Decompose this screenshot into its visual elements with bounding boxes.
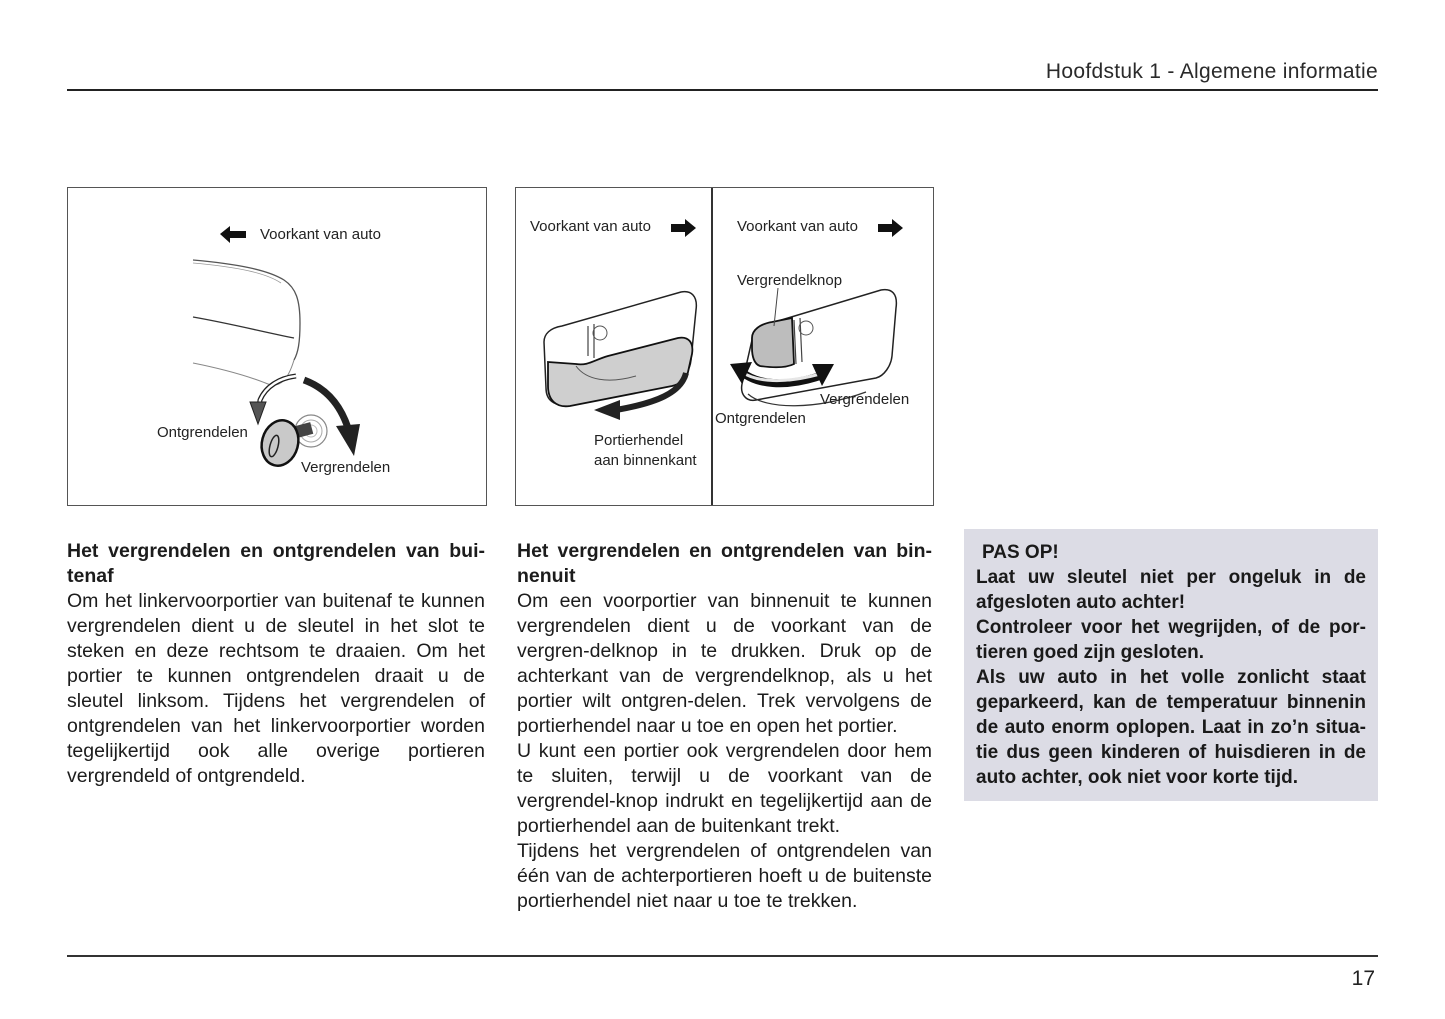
front-of-car-label-left: Voorkant van auto [530,218,651,235]
unlock-label: Ontgrendelen [715,410,806,427]
figure-outside-lock [67,187,487,506]
paragraph: Om het linkervoorportier van buitenaf te kunnen vergrendelen dient u de sleutel in het slot te steken en deze rechtsom te draaien. Om het portier te kunnen ontgrendelen draait u de sleutel linksom. Tijdens het vergrendelen of ontgrendelen van het linkervoorportier worden tegelijkertijd ook alle overige portieren vergrendeld of ontgrendeld. [67,590,485,787]
arrow-right-icon [878,219,903,237]
inner-handle-label-line2: aan binnenkant [594,452,697,469]
lock-label: Vergrendelen [820,391,910,408]
arrow-left-icon [220,226,246,243]
section-inside-locking [517,539,932,914]
figure-inside-lock [515,187,934,506]
lock-label: Vergrendelen [301,459,391,476]
page-number: 17 [1351,967,1375,990]
paragraph: U kunt een portier ook vergrendelen door hem te sluiten, terwijl u de voorkant van de vergrendel-knop indrukt en tegelijkertijd aan de portierhendel aan de buitenkant trekt. [517,740,932,837]
unlock-label: Ontgrendelen [157,424,248,441]
warning-paragraph: Controleer voor het wegrijden, of de por-tieren goed zijn gesloten. [976,617,1366,663]
section-heading: Het vergrendelen en ontgrendelen van bui-tenaf [67,540,485,587]
warning-paragraph: Als uw auto in het volle zonlicht staat geparkeerd, kan de temperatuur binnenin de auto enorm oplopen. Laat in zo’n situa-tie dus geen kinderen of huisdieren in de auto achter, ook niet voor korte tijd. [976,667,1366,788]
paragraph: Om een voorportier van binnenuit te kunnen vergrendelen dient u de voorkant van de vergren-delknop in te drukken. Druk op de achterkant van de vergrendelknop, als u het portier wilt ontgren-delen. Trek vervolgens de portierhendel naar u toe en open het portier. [517,590,932,737]
chapter-title: Hoofdstuk 1 - Algemene informatie [1045,60,1378,83]
paragraph: Tijdens het vergrendelen of ontgrendelen van één van de achterportieren hoeft u de buitenste portierhendel niet naar u toe te trekken. [517,840,932,912]
inner-handle-label-line1: Portierhendel [594,432,684,449]
unlock-arrow-icon [250,376,296,424]
section-outside-locking [67,539,485,789]
footer-rule [67,955,1378,957]
section-heading: Het vergrendelen en ontgrendelen van bin-nenuit [517,540,932,587]
warning-title: PAS OP! [982,542,1059,563]
warning-paragraph: Laat uw sleutel niet per ongeluk in de afgesloten auto achter! [976,567,1366,613]
header-rule [67,89,1378,91]
front-of-car-label-right: Voorkant van auto [737,218,858,235]
lock-knob-label: Vergrendelknop [737,272,843,289]
lock-knob-illustration [742,288,897,406]
arrow-right-icon [671,219,696,237]
front-of-car-label: Voorkant van auto [260,226,381,243]
warning-box [964,529,1378,801]
